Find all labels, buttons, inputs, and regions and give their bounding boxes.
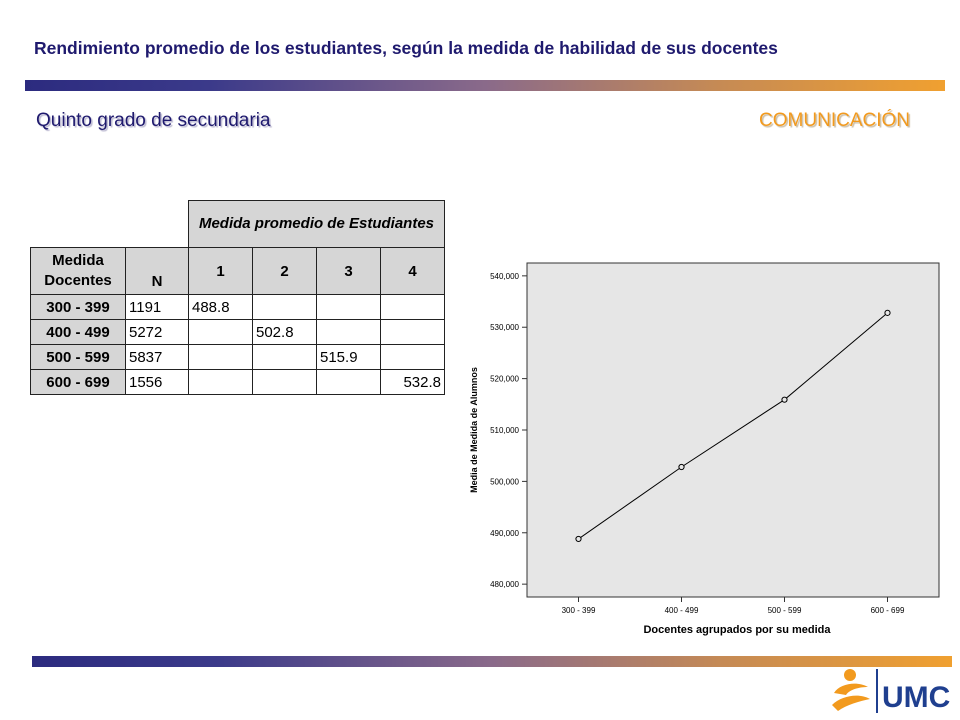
row-value <box>317 320 381 345</box>
group-column-header: 4 <box>381 248 445 295</box>
row-value <box>253 295 317 320</box>
row-value <box>381 345 445 370</box>
umc-logo <box>828 665 954 717</box>
row-range: 400 - 499 <box>31 320 126 345</box>
y-tick-label: 500,000 <box>490 477 519 487</box>
row-value: 488.8 <box>189 295 253 320</box>
table-row <box>31 320 445 345</box>
row-range: 500 - 599 <box>31 345 126 370</box>
umc-logo-figure-icon <box>832 669 870 711</box>
row-value <box>189 370 253 395</box>
row-n: 5272 <box>126 320 189 345</box>
group-column-header: 2 <box>253 248 317 295</box>
data-point <box>679 464 684 469</box>
x-tick-label: 400 - 499 <box>664 606 699 615</box>
y-tick-label: 530,000 <box>490 323 519 333</box>
plot-area <box>527 263 939 597</box>
row-range: 300 - 399 <box>31 295 126 320</box>
table-row <box>31 370 445 395</box>
row-n: 1191 <box>126 295 189 320</box>
y-tick-label: 510,000 <box>490 426 519 435</box>
y-axis-label: Media de Medida de Alumnos <box>469 367 479 493</box>
group-header: Medida promedio de Estudiantes <box>189 201 445 248</box>
row-value <box>317 295 381 320</box>
table-blank-cell <box>126 201 189 248</box>
group-column-header: 3 <box>317 248 381 295</box>
x-axis-label: Docentes agrupados por su medida <box>643 624 831 636</box>
y-tick-label: 490,000 <box>490 528 519 538</box>
bottom-gradient-bar <box>32 656 952 667</box>
table-row <box>31 345 445 370</box>
y-tick-label: 540,000 <box>490 271 519 281</box>
row-value <box>189 320 253 345</box>
group-column-header: 1 <box>189 248 253 295</box>
data-point <box>782 397 787 402</box>
y-tick-label: 520,000 <box>490 374 519 384</box>
row-n: 5837 <box>126 345 189 370</box>
data-point <box>576 536 581 541</box>
row-value <box>253 345 317 370</box>
results-table <box>30 200 445 395</box>
grade-subtitle: Quinto grado de secundaria <box>36 110 271 131</box>
x-tick-label: 600 - 699 <box>870 606 905 615</box>
table-column-header-row <box>31 248 445 295</box>
subject-label: COMUNICACIÓN <box>759 110 910 131</box>
row-value: 515.9 <box>317 345 381 370</box>
top-gradient-bar <box>25 80 945 91</box>
row-value: 532.8 <box>381 370 445 395</box>
row-value: 502.8 <box>253 320 317 345</box>
row-value <box>317 370 381 395</box>
table-group-header-row <box>31 201 445 248</box>
umc-logo-divider <box>876 669 878 713</box>
line-chart <box>455 243 948 646</box>
line-chart-panel <box>455 243 948 646</box>
umc-logo-text: UMC <box>882 681 951 714</box>
data-point <box>885 310 890 315</box>
row-value <box>189 345 253 370</box>
slide-title: Rendimiento promedio de los estudiantes, según la medida de habilidad de sus docentes <box>34 38 778 58</box>
table-row <box>31 295 445 320</box>
n-header: N <box>126 248 189 295</box>
table-blank-cell <box>31 201 126 248</box>
row-header-label: Medida Docentes <box>31 248 126 295</box>
x-tick-label: 300 - 399 <box>561 606 596 615</box>
row-range: 600 - 699 <box>31 370 126 395</box>
row-value <box>381 320 445 345</box>
y-tick-label: 480,000 <box>490 580 519 590</box>
x-tick-label: 500 - 599 <box>767 606 802 615</box>
row-n: 1556 <box>126 370 189 395</box>
row-value <box>381 295 445 320</box>
row-value <box>253 370 317 395</box>
